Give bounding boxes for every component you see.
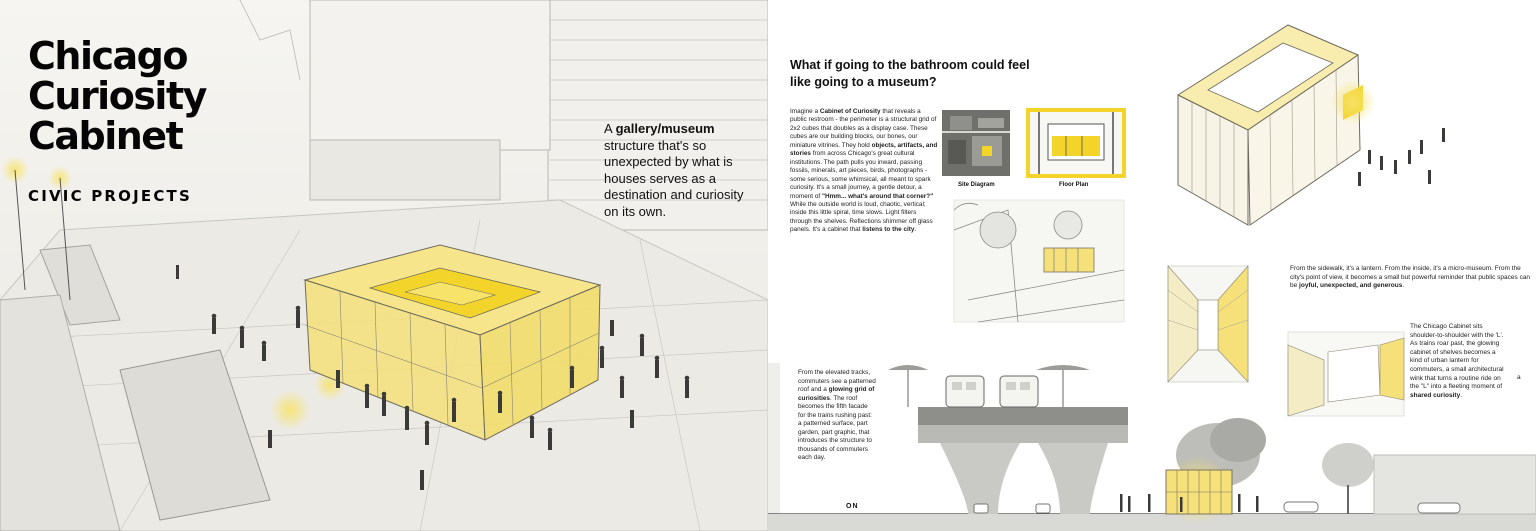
shoulder-note-post: . xyxy=(1460,391,1463,399)
title-line-2: Curiosity xyxy=(28,74,206,118)
site-diagram xyxy=(942,110,1010,176)
floor-plan xyxy=(1028,110,1124,176)
lantern-note xyxy=(1290,265,1532,291)
title-line-3: Cabinet xyxy=(28,114,183,158)
stray-character: a xyxy=(1517,374,1521,381)
callout-post: structure that's so unexpected by what is houses serves as a destination and curiosity on its own. xyxy=(604,137,744,219)
lantern-note-pre: From the sidewalk, it's a lantern. From the inside, it's a micro-museum. From the city's point of view, it becomes a small but powerful reminder that public spaces can be xyxy=(1290,265,1531,290)
body-bold-3: "Hmm... what's around that corner?" xyxy=(821,192,934,200)
body-bold-4: listens to the city xyxy=(862,226,915,234)
lantern-note-bold: joyful, unexpected, and generous xyxy=(1299,282,1403,290)
rail-note-bold: glowing grid of curiosities xyxy=(798,386,875,402)
body-bold-2: objects, artifacts, and stories xyxy=(790,141,938,158)
shoulder-note-pre: The Chicago Cabinet sits shoulder-to-shoulder with the 'L'. As trains roar past, the glowing cabinet of shelves becomes a kind of urban lantern for commuters, a small architectural wink that turns a routine ride on the "L" into a fleeting moment of xyxy=(1410,323,1504,391)
street-perspective-sketch xyxy=(954,200,1124,322)
shoulder-note-bold: shared curiosity xyxy=(1410,391,1461,399)
body-part-4: While the outside world is loud, chaotic, vertical; inside this little spiral, time slows. Light filters through the shelves. Reflections shimmer off glass panels. It's a cabinet that xyxy=(790,200,933,234)
project-title xyxy=(28,36,206,156)
section-heading: What if going to the bathroom could feel like going to a museum? xyxy=(790,58,1030,89)
interior-room-sketch xyxy=(1288,332,1404,416)
gallery-callout xyxy=(604,121,754,220)
callout-bold: gallery/museum xyxy=(615,121,715,136)
axonometric-cabinet-drawing xyxy=(1178,25,1445,225)
body-part-1: Imagine a xyxy=(790,108,820,115)
floor-plan-caption: Floor Plan xyxy=(1059,182,1089,188)
callout-pre: A xyxy=(604,121,616,136)
body-part-5: . xyxy=(914,226,917,234)
body-part-3: from across Chicago's great cultural institutions. The path pulls you inward, passing fossils, minerals, art pieces, birds, photographs - some serious, some whimsical, all meant to spark curiosity. It's a small journey, a gentle detour, a moment of xyxy=(790,150,931,200)
cabinet-description xyxy=(790,108,938,235)
right-page-spread xyxy=(768,0,1536,531)
station-sign: ON xyxy=(846,503,859,510)
shoulder-note xyxy=(1410,323,1504,400)
body-part-2: that reveals a public restroom - the perimeter is a structural grid of 2x2 cubes that doubles as a display case. These cubes are our building blocks, our bones, our miniature vitrines. They hold xyxy=(790,108,937,149)
title-line-1: Chicago xyxy=(28,34,187,78)
lantern-note-post: . xyxy=(1402,282,1405,290)
rail-note xyxy=(798,369,876,463)
rail-note-post: . The roof becomes the fifth facade for the trains rushing past: a patterned surface, part garden, part graphic, that introduces the structure to thousands of commuters each day. xyxy=(798,394,872,461)
body-bold-1: Cabinet of Curiosity xyxy=(819,108,881,115)
rail-note-pre: From the elevated tracks, commuters see a patterned roof and a xyxy=(798,369,876,393)
site-diagram-caption: Site Diagram xyxy=(958,182,995,188)
interior-corridor-sketch xyxy=(1168,266,1248,382)
project-category: CIVIC PROJECTS xyxy=(28,187,192,205)
